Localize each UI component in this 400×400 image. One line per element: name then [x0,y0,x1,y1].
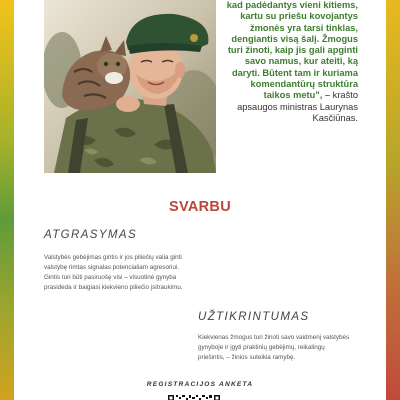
minister-quote [226,0,358,124]
registration-label: REGISTRACIJOS ANKETA [146,381,254,388]
section-title-deterrence: ATGRASYMAS [44,229,138,241]
section-text-deterrence: Valstybės gebėjimas gintis ir jos piliečių valia ginti valstybę rimtas signalas potencialiam agresoriui. Gintis turi būti pasiruošę visi – visuotinė gynyba prasideda ir baigiasi kiekvieno piliečio įsitraukimu. [44,254,183,291]
qr-code-icon [168,395,220,400]
soldier-with-cat-photo [44,0,216,173]
photo-illustration [44,0,216,173]
section-title-assurance: UŽTIKRINTUMAS [198,311,310,323]
quote-text: kad padėdantys vieni kitiems, kartu su priešu kovojantys žmonės yra tarsi tinklas, dengiantis visą šalį. Žmogus turi žinoti, kaip jis gali apginti savo namus, kur ateiti, ką daryti. Būtent tam ir kuriama komendantūrų struktūra taikos metu", – [226,0,358,101]
section-heading: SVARBU [169,199,231,215]
quote-author: krašto apsaugos ministras Laurynas Kasčiūnas. [237,90,358,123]
registration-qr-code[interactable] [168,391,220,400]
section-text-assurance: Kiekvienas žmogus turi žinoti savo vaidmenį valstybės gynyboje ir įgyti praktinių gebėjimų, reikalingų priešintis, – žinios suteikia ramybę. [198,334,350,361]
